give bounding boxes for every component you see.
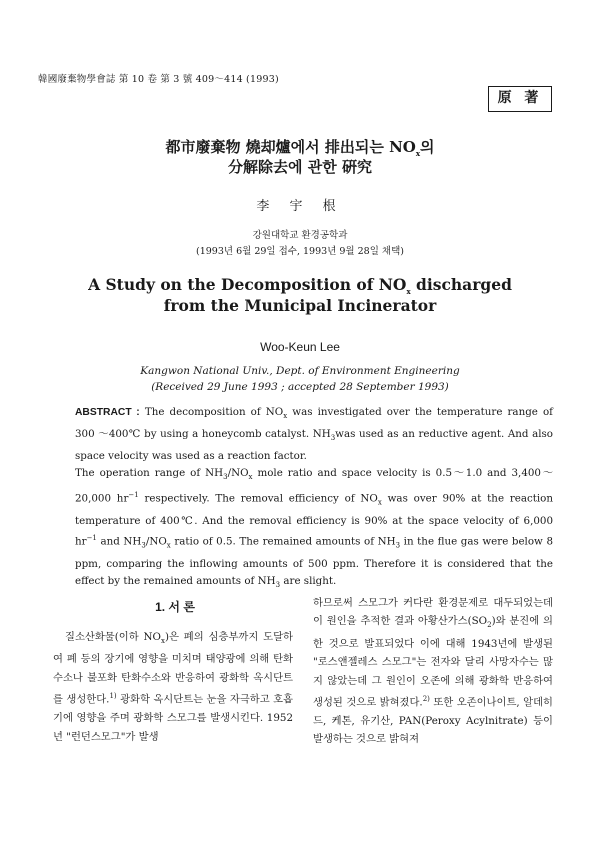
korean-affiliation: 강원대학교 환경공학과 <box>252 230 348 241</box>
english-author: Woo-Keun Lee <box>260 340 340 354</box>
abstract-paragraph-2: The operation range of $NH_3/NO_x$ mole ratio and space velocity is 0.5～1.0 and 3,400～20,000 $hr^{-1}$ respectively. The removal efficiency of $NO_x$ was over 90% at the reaction temperature of 400℃. And the removal efficiency is 90% at the space velocity of 6,000 $hr^{-1}$ and $NH_3/NO_x$ ratio of 0.5. The remained amounts of $NH_3$ in the flue gas were below 8 ppm, comparing the inflowing amounts of 500 ppm. Therefore it is considered that the effect by the remained amounts of $NH_3$ are slight. <box>75 467 554 590</box>
korean-title-line1: 都市廢棄物 燒却爐에서 排出되는 $NO_x$의 <box>165 138 435 158</box>
english-title-line1: A Study on the Decomposition of $NO_x$ discharged <box>88 275 512 297</box>
abstract-paragraph-1: ABSTRACT : The decomposition of $NO_x$ was investigated over the temperature range of 300 ～400℃ by using a honeycomb catalyst. $NH_3was$ used as an reductive agent. And also space velocity was used as a reaction factor. <box>75 406 554 462</box>
journal-header: 韓國廢棄物學會誌 第 10 卷 第 3 號 409～414 (1993) <box>38 74 279 85</box>
english-title-line2: from the Municipal Incinerator <box>163 296 437 315</box>
english-dates: (Received 29 June 1993 ; accepted 28 September 1993) <box>151 381 449 393</box>
right-column <box>313 594 553 749</box>
korean-author: 李 宇 根 <box>256 199 344 214</box>
right-column-paragraph: 하므로써 스모그가 커다란 환경문제로 대두되었는데 이 원인을 추적한 결과 아황산가스$(SO_2)$와 분진에 의한 것으로 발표되었다 이에 대해 1943년에 발생된 "로스앤젤레스 스모그"는 전자와 달리 사망자수는 많지 않았는데 그 원인이 오존에 의해 광화학 반응하여 생성된 것으로 밝혀졌다.$^{2)}$ 또한 오존이나이트, 알데히드, 케톤, 유기산, PAN(Peroxy Acylnitrate) 등이 발생하는 것으로 밝혀져 <box>313 597 553 746</box>
left-column <box>53 628 293 746</box>
korean-title-line2: 分解除去에 관한 硏究 <box>228 158 372 176</box>
section-heading-introduction: 1. 서 론 <box>155 600 195 614</box>
article-type-badge: 原 著 <box>488 86 552 112</box>
korean-dates: (1993년 6월 29일 접수, 1993년 9월 28일 채택) <box>196 246 404 257</box>
abstract-label: ABSTRACT : <box>75 407 140 418</box>
abstract <box>75 404 553 595</box>
left-column-paragraph: 질소산화물(이하 $NO_x$)은 폐의 심층부까지 도달하여 폐 등의 장기에 영향을 미치며 태양광에 의해 탄화수소나 불포화 탄화수소와 반응하여 광화학 옥시단트를 생성한다.$^{1)}$ 광화학 옥시단트는 눈을 자극하고 호흡기에 영향을 주며 광화학 스모그를 발생시킨다. 1952년 "런던스모그"가 발생 <box>53 631 294 743</box>
english-affiliation: Kangwon National Univ., Dept. of Environment Engineering <box>140 365 460 377</box>
